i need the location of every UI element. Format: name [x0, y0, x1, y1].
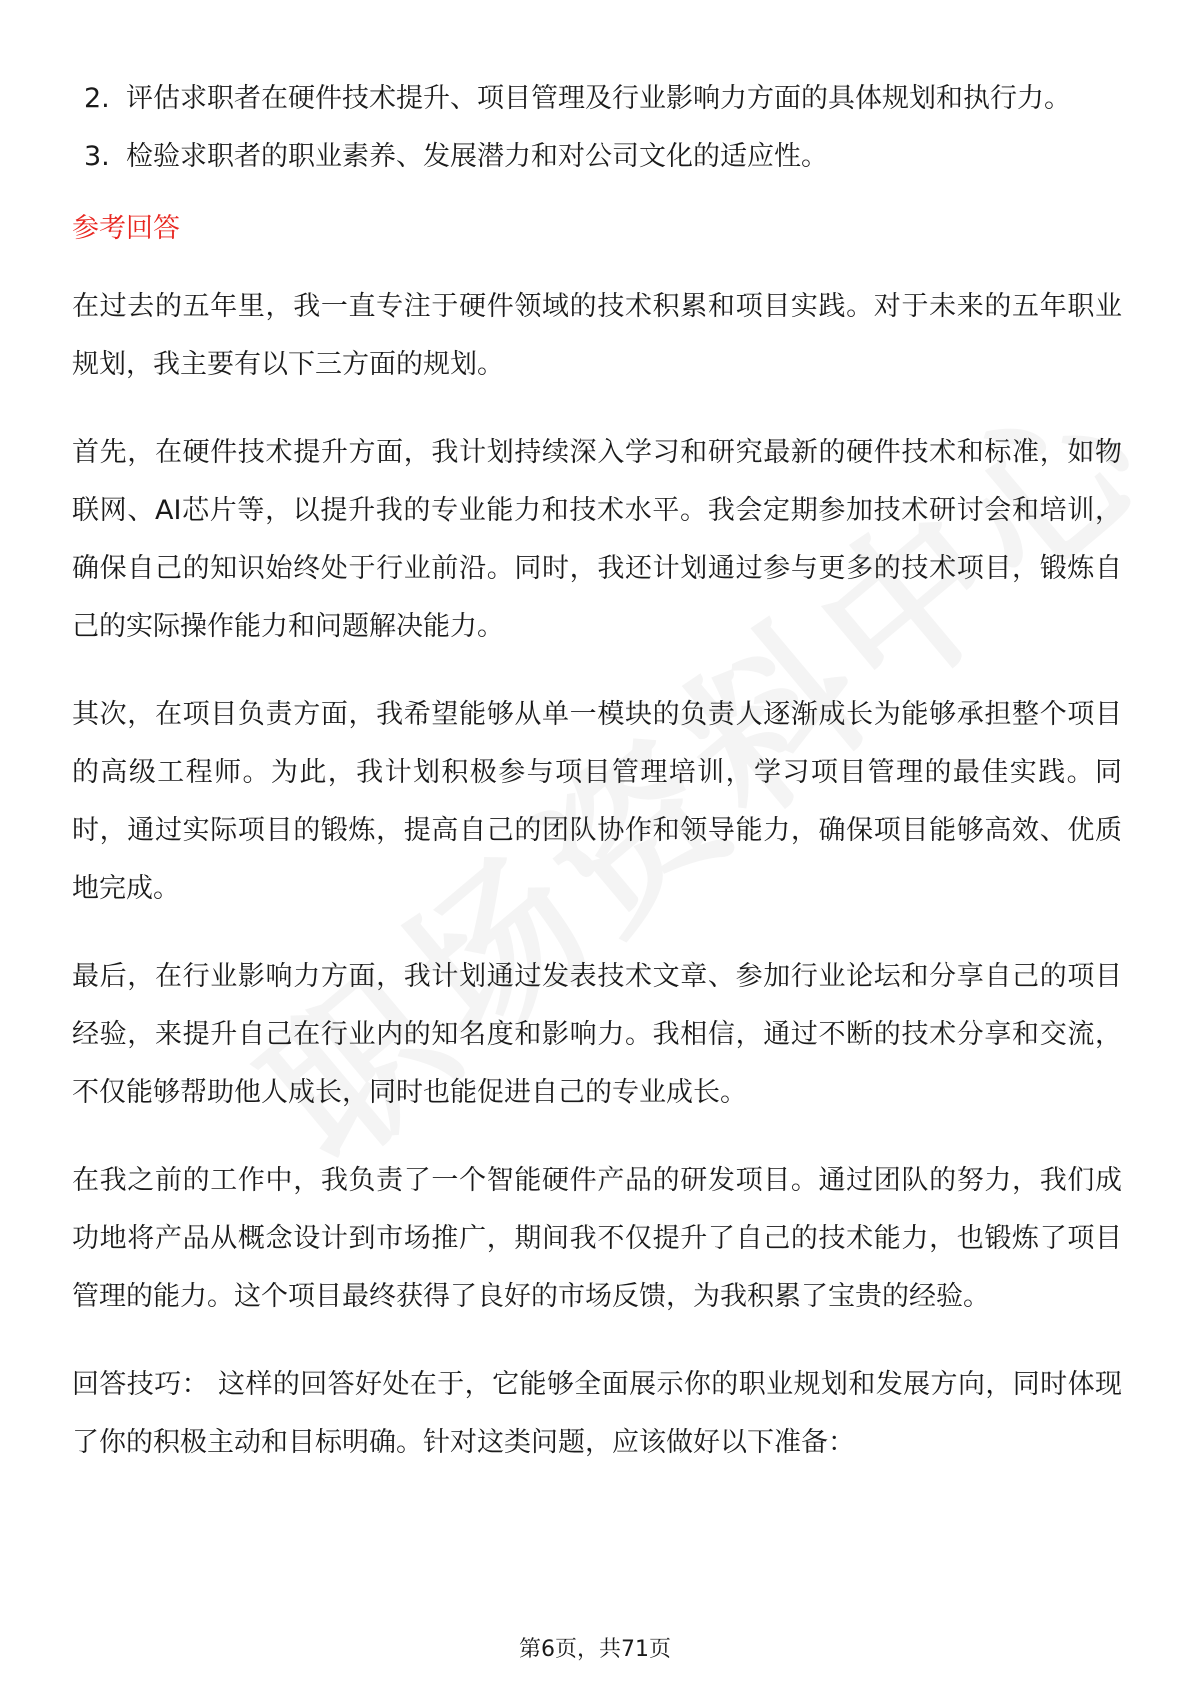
- list-item: [72, 128, 1122, 186]
- paragraph: 回答技巧： 这样的回答好处在于，它能够全面展示你的职业规划和发展方向，同时体现了你的积极主动和目标明确。针对这类问题，应该做好以下准备：: [72, 1369, 1122, 1458]
- paragraph: 最后，在行业影响力方面，我计划通过发表技术文章、参加行业论坛和分享自己的项目经验，来提升自己在行业内的知名度和影响力。我相信，通过不断的技术分享和交流，不仅能够帮助他人成长，同时也能促进自己的专业成长。: [72, 961, 1122, 1108]
- paragraph: 其次，在项目负责方面，我希望能够从单一模块的负责人逐渐成长为能够承担整个项目的高级工程师。为此，我计划积极参与项目管理培训，学习项目管理的最佳实践。同时，通过实际项目的锻炼，提高自己的团队协作和领导能力，确保项目能够高效、优质地完成。: [72, 699, 1122, 904]
- list-number: 3.: [84, 141, 110, 172]
- numbered-list: [72, 70, 1122, 186]
- list-text: 检验求职者的职业素养、发展潜力和对公司文化的适应性。: [126, 141, 828, 172]
- list-item: [72, 70, 1122, 128]
- paragraph: 首先，在硬件技术提升方面，我计划持续深入学习和研究最新的硬件技术和标准，如物联网、AI芯片等，以提升我的专业能力和技术水平。我会定期参加技术研讨会和培训，确保自己的知识始终处于行业前沿。同时，我还计划通过参与更多的技术项目，锻炼自己的实际操作能力和问题解决能力。: [72, 437, 1122, 642]
- list-number: 2.: [84, 83, 110, 114]
- paragraph: 在我之前的工作中，我负责了一个智能硬件产品的研发项目。通过团队的努力，我们成功地将产品从概念设计到市场推广，期间我不仅提升了自己的技术能力，也锻炼了项目管理的能力。这个项目最终获得了良好的市场反馈，为我积累了宝贵的经验。: [72, 1165, 1122, 1312]
- page-footer: 第6页，共71页: [519, 1637, 671, 1662]
- paragraph: 在过去的五年里，我一直专注于硬件领域的技术积累和项目实践。对于未来的五年职业规划，我主要有以下三方面的规划。: [72, 291, 1122, 380]
- section-heading: 参考回答: [72, 213, 180, 244]
- document-body: [72, 70, 1122, 1502]
- list-text: 评估求职者在硬件技术提升、项目管理及行业影响力方面的具体规划和执行力。: [126, 83, 1071, 114]
